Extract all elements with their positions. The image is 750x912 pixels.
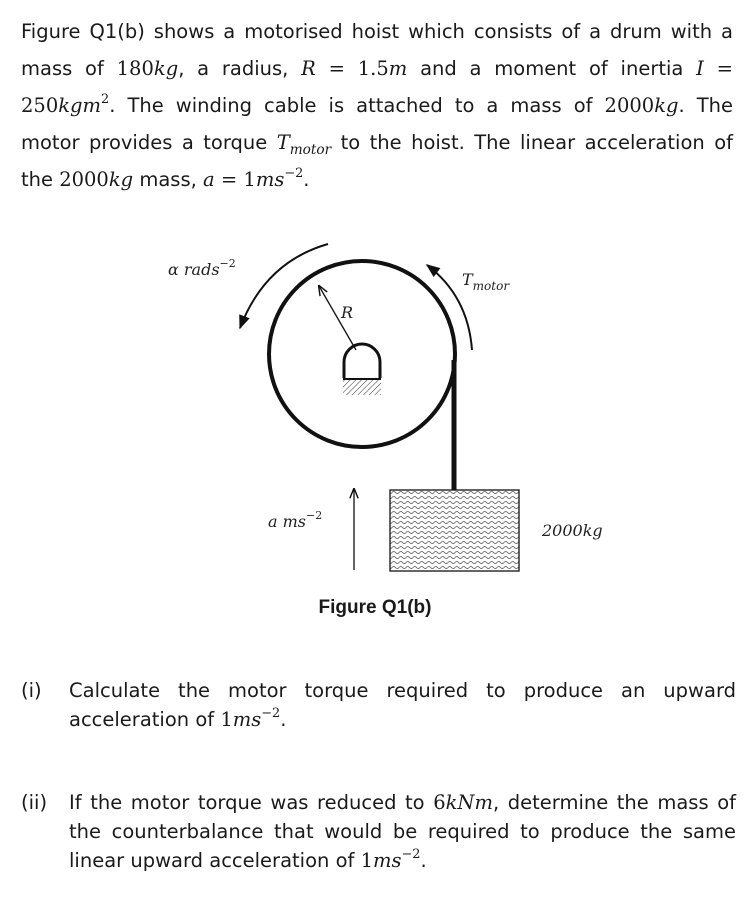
radius-label: R xyxy=(341,303,354,322)
question-text: If the motor torque was reduced to 6kNm, determine the mass of the counterbalance that would be required to produce the same linear upward acceleration of $1ms^{-2}$. xyxy=(69,791,736,872)
question-number: (ii) xyxy=(21,791,48,814)
question-text: Calculate the motor torque required to produce an upward acceleration of $1ms^{-2}$. xyxy=(69,679,736,731)
alpha-label: α rads$^{-2}$ xyxy=(168,257,236,279)
mass-label: 2000kg xyxy=(542,521,603,540)
figure-caption: Figure Q1(b) xyxy=(318,597,432,618)
acceleration-label: a $ms^{-2}$ xyxy=(268,509,323,531)
question-ii xyxy=(21,788,736,875)
pivot-bearing xyxy=(344,344,380,378)
torque-label: $T_{motor}$ xyxy=(462,270,510,293)
ground-hatch xyxy=(343,380,381,395)
question-i xyxy=(21,676,736,734)
alpha-arrow xyxy=(240,244,328,328)
question-number: (i) xyxy=(21,679,42,702)
problem-statement: Figure Q1(b) shows a motorised hoist which consists of a drum with a mass of 180kg, a radius, R = 1.5m and a moment of inertia I = 250kgm$^2$. The winding cable is attached to a mass of 2000kg. The motor provides a torque $T_{motor}$ to the hoist. The linear acceleration of the 2000kg mass, $a = 1ms^{-2}$. xyxy=(21,20,734,191)
mass-block xyxy=(390,490,519,571)
